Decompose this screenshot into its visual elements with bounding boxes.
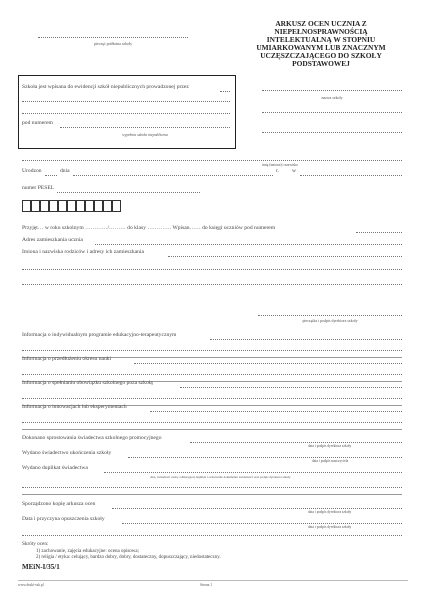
info-ipet-dots-2 xyxy=(22,350,402,351)
address-label: Adres zamieszkania ucznia xyxy=(22,237,83,243)
info-obligation-label: Informacja o spełnianiu obowiązku szkolnego poza szkołą xyxy=(22,380,153,386)
correction-dots xyxy=(190,442,402,443)
footer-site: www.druki-szk.pl xyxy=(18,583,44,587)
school-stamp-line xyxy=(38,37,188,38)
leave-reason-caption: data i podpis dyrektora szkoły xyxy=(308,525,352,529)
leave-reason-dots xyxy=(122,523,402,524)
copy-made-label: Sporządzono kopię arkusza ocen xyxy=(22,501,96,507)
pesel-digit-box[interactable] xyxy=(112,200,121,212)
year-label: r. xyxy=(276,168,279,174)
duplicate-caption: data, tożsamość osoby odbierającej duplikat i oznaczenie dokumentu tożsamości oraz podpis dyrektora szkoły xyxy=(150,475,291,479)
registry-number-dots xyxy=(60,127,230,128)
issued-caption: data i podpis nauczyciela xyxy=(312,459,349,463)
registry-number-label: pod numerem xyxy=(22,120,53,126)
parents-dots-3 xyxy=(22,284,402,285)
school-name-line xyxy=(262,90,402,91)
born-label: Urodzon xyxy=(22,168,42,174)
pesel-digit-box[interactable] xyxy=(58,200,67,212)
pesel-digit-box[interactable] xyxy=(85,200,94,212)
pesel-digit-box[interactable] xyxy=(76,200,85,212)
info-extension-dots xyxy=(134,363,402,364)
correction-label: Dokonano sprostowania świadectwa szkolnego promocyjnego xyxy=(22,435,162,441)
info-innovation-dots-2 xyxy=(22,422,402,423)
school-name-line-3 xyxy=(262,132,402,133)
pesel-digit-box[interactable] xyxy=(49,200,58,212)
school-name-line-2 xyxy=(262,112,402,113)
separator xyxy=(22,429,402,430)
info-ipet-label: Informacja o indywidualnym programie edukacyjno-terapeutycznym xyxy=(22,332,177,338)
registry-dots-2 xyxy=(22,101,230,102)
copy-made-dots xyxy=(112,508,402,509)
leave-reason-dots-2 xyxy=(22,535,402,536)
admission-signature-dots xyxy=(258,315,402,316)
born-dots xyxy=(45,175,57,176)
info-obligation-dots xyxy=(180,387,402,388)
parents-label: Imiona i nazwiska rodziców i adresy ich zamieszkania xyxy=(22,249,144,255)
pesel-digit-box[interactable] xyxy=(94,200,103,212)
grades-abbrev-title: Skróty ocen: xyxy=(22,541,49,547)
parents-dots-1 xyxy=(168,256,402,257)
correction-caption: data i podpis dyrektora szkoły xyxy=(308,444,352,448)
school-stamp-caption: pieczęć podłużna szkoły xyxy=(93,42,133,46)
registry-caption: wypełnia szkoła niepubliczna xyxy=(122,133,168,137)
in-label: w xyxy=(292,168,297,174)
grades-abbrev-item: 1) zachowanie, zajęcia edukacyjne: ocena opisowa; xyxy=(36,549,140,554)
registry-line-label: Szkoła jest wpisana do ewidencji szkół niepublicznych prowadzonej przez xyxy=(22,84,189,90)
duplicate-dots xyxy=(104,472,402,473)
admission-dots xyxy=(356,232,402,233)
admission-signature-caption: pieczątka i podpis dyrektora szkoły xyxy=(302,319,358,323)
student-name-dots xyxy=(22,160,402,161)
pesel-label: numer PESEL xyxy=(22,185,55,191)
leave-reason-label: Data i przyczyna opuszczenia szkoły xyxy=(22,516,105,522)
pesel-digit-box[interactable] xyxy=(22,200,31,212)
form-code: MEiN-I/35/1 xyxy=(22,563,60,571)
pesel-digit-box[interactable] xyxy=(31,200,40,212)
footer-divider xyxy=(18,580,408,581)
info-extension-label: Informacja o przedłużeniu okresu nauki xyxy=(22,356,112,362)
registry-dots-1 xyxy=(220,91,230,92)
info-ipet-dots xyxy=(210,339,402,340)
grades-abbrev-item: 2) religia / etyka: celujący, bardzo dobry, dobry, dostateczny, dopuszczający, niedostateczny. xyxy=(36,555,221,560)
issued-dots xyxy=(128,457,402,458)
student-names-caption: imię (imiona) i nazwisko xyxy=(262,163,299,167)
info-extension-dots-2 xyxy=(22,374,402,375)
footer-page: Strona 1 xyxy=(200,583,213,587)
birthplace-dots xyxy=(300,175,402,176)
duplicate-label: Wydano duplikat świadectwa xyxy=(22,465,88,471)
separator xyxy=(22,494,402,495)
pesel-digit-box[interactable] xyxy=(103,200,112,212)
copy-made-caption: data i podpis dyrektora szkoły xyxy=(308,510,352,514)
info-innovation-dots xyxy=(150,411,402,412)
info-obligation-dots-2 xyxy=(22,398,402,399)
day-dots xyxy=(73,175,273,176)
admission-text: Przyjęt… w roku szkolnym …………/……… do klasy …………. Wpisan…… do księgi uczniów pod numerem xyxy=(22,225,276,231)
registry-dots-3 xyxy=(22,113,230,114)
address-dots xyxy=(95,244,402,245)
duplicate-dots-2 xyxy=(22,487,402,488)
pesel-digit-box[interactable] xyxy=(40,200,49,212)
pesel-digit-box[interactable] xyxy=(67,200,76,212)
document-title: ARKUSZ OCEN UCZNIA Z NIEPEŁNOSPRAWNOŚCIĄ INTELEKTUALNĄ W STOPNIU UMIARKOWANYM LUB ZNACZNYM UCZĘSZCZAJĄCEGO DO SZKOŁY PODSTAWOWEJ xyxy=(256,19,386,68)
pesel-dots xyxy=(57,192,200,193)
day-label: dnia xyxy=(60,168,70,174)
issued-label: Wydano świadectwo ukończenia szkoły xyxy=(22,450,112,456)
school-name-caption: nazwa szkoły xyxy=(321,96,343,100)
pesel-grid xyxy=(22,200,121,212)
info-innovation-label: Informacja o innowacjach lub eksperymentach xyxy=(22,404,127,410)
parents-dots-2 xyxy=(22,269,402,270)
